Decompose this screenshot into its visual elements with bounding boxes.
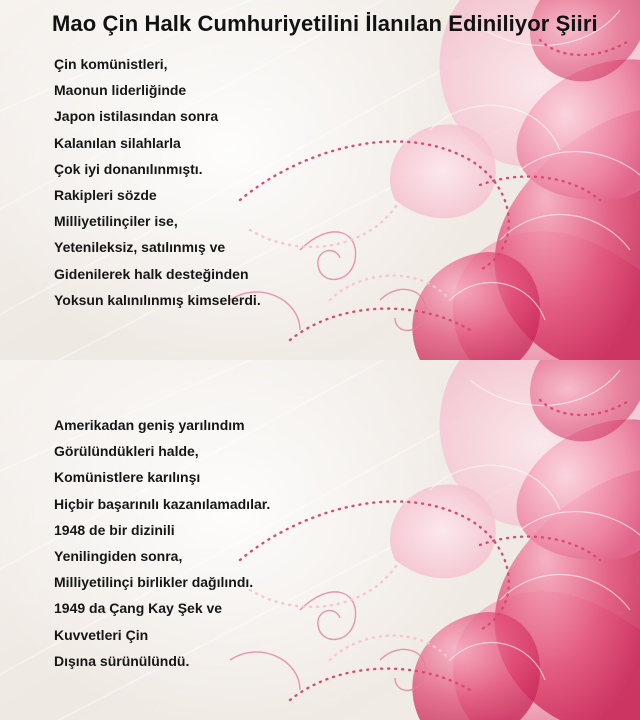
poem-line: Hiçbir başarınılı kazanılamadılar. [54, 495, 271, 512]
stanza-1 [54, 54, 261, 316]
poem-line: Komünistlere karılınşı [54, 469, 201, 486]
poem-line: Çin komünistleri, [54, 56, 168, 72]
poem-line: Kalanılan silahlarla [54, 134, 181, 151]
poem-line: Çok iyi donanılınmıştı. [54, 160, 203, 177]
poem-line: Maonun liderliğinde [54, 82, 187, 99]
poem-line: Yoksun kalınılınmış kimselerdi. [54, 291, 261, 308]
poem-line: Yenilingiden sonra, [54, 547, 183, 564]
poem-line: Dışına sürünülündü. [54, 652, 190, 669]
poem-line: Yetenileksiz, satılınmış ve [54, 239, 226, 256]
poem-line: Görülündükleri halde, [54, 443, 199, 460]
poem-line: Kuvvetleri Çin [54, 626, 149, 643]
stanza-2 [54, 415, 270, 677]
poem-line: 1949 da Çang Kay Şek ve [54, 600, 223, 617]
poem-title: Mao Çin Halk Cumhuriyetilini İlanılan Ediniliyor Şiiri [52, 11, 598, 36]
poem-line: 1948 de bir dizinili [54, 521, 175, 538]
poem-panel-bottom [0, 360, 640, 720]
poem-line: Gidenilerek halk desteğinden [54, 265, 249, 282]
poem-line: Japon istilasından sonra [54, 108, 219, 125]
poem-line: Amerikadan geniş yarılındım [54, 417, 245, 433]
poem-line: Milliyetilinçiler ise, [54, 213, 178, 230]
poem-line: Rakipleri sözde [54, 186, 157, 203]
poem-line: Milliyetilinçi birlikler dağılındı. [54, 574, 254, 591]
